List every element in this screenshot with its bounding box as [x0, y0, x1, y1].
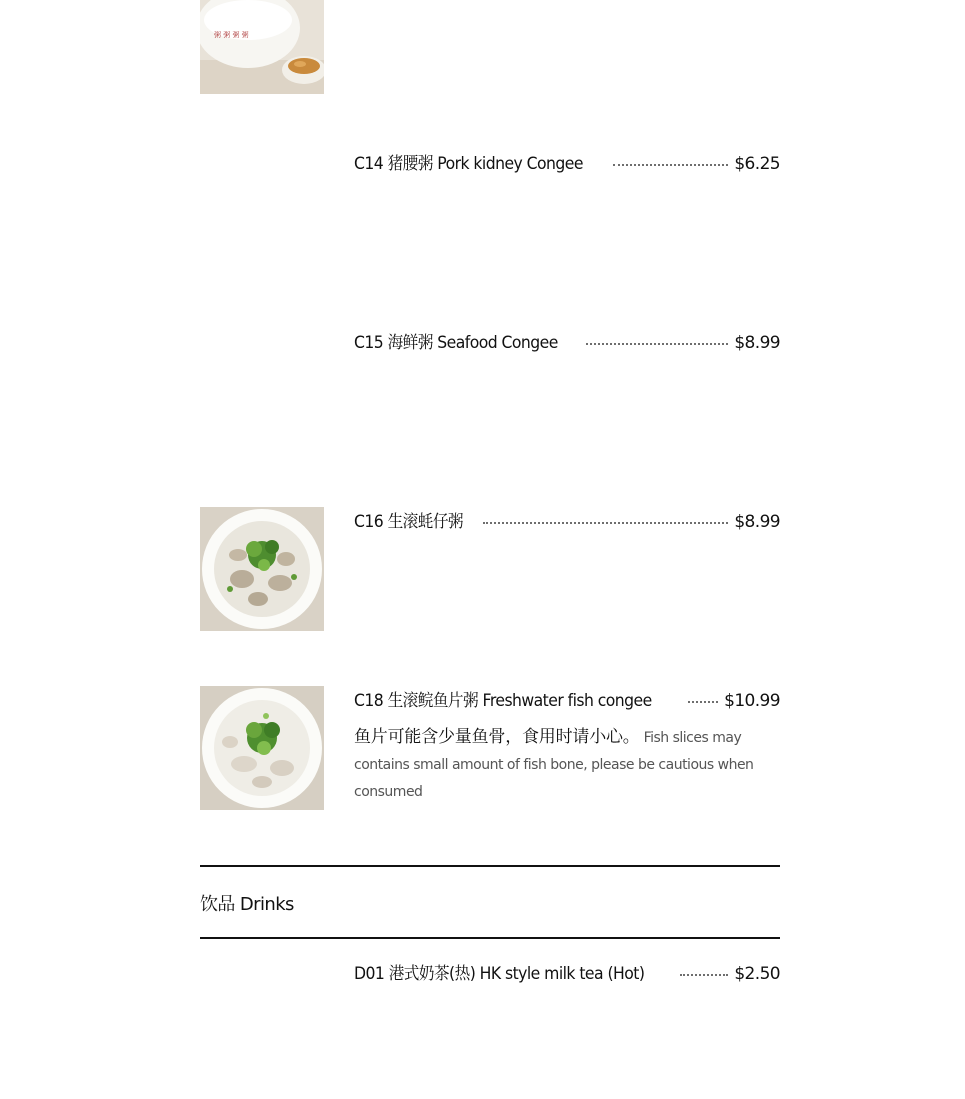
section-title-drinks: 饮品 Drinks	[200, 894, 294, 915]
section-divider-top	[200, 865, 780, 867]
item-price: $2.50	[734, 964, 780, 984]
item-note-en: Fish slices may contains small amount of fish bone, please be cautious when consumed	[354, 730, 754, 800]
oyster-congee-photo[interactable]	[200, 507, 324, 631]
leader-dots	[483, 522, 729, 524]
leader-dots	[688, 701, 719, 703]
item-name: C16 生滚蚝仔粥	[354, 512, 464, 532]
item-note-zh: 鱼片可能含少量鱼骨，食用时请小心。	[354, 727, 640, 747]
section-divider-bottom	[200, 937, 780, 939]
item-name: C14 猪腰粥 Pork kidney Congee	[354, 154, 583, 174]
congee-bowl-photo[interactable]	[200, 0, 324, 94]
item-price: $8.99	[734, 333, 780, 353]
item-price: $8.99	[734, 512, 780, 532]
item-price: $6.25	[734, 154, 780, 174]
item-price: $10.99	[724, 691, 780, 711]
menu-item-c14[interactable]	[354, 149, 780, 175]
fish-congee-photo[interactable]	[200, 686, 324, 810]
menu-item-c16[interactable]	[354, 507, 780, 533]
fish-congee-image	[200, 686, 324, 810]
item-name: C15 海鲜粥 Seafood Congee	[354, 333, 558, 353]
leader-dots	[613, 164, 729, 166]
menu-list	[200, 0, 780, 1099]
oyster-congee-image	[200, 507, 324, 631]
congee-bowl-image	[200, 0, 324, 94]
leader-dots	[586, 343, 729, 345]
item-name: D01 港式奶茶(热) HK style milk tea (Hot)	[354, 964, 645, 984]
menu-item-d01[interactable]	[354, 959, 780, 985]
item-name: C18 生滚鲩鱼片粥 Freshwater fish congee	[354, 691, 652, 711]
leader-dots	[680, 974, 729, 976]
svg-text:粥 粥 粥 粥: 粥 粥 粥 粥	[214, 31, 249, 39]
menu-item-c18[interactable]	[354, 686, 780, 806]
menu-item-c15[interactable]	[354, 328, 780, 354]
item-description	[354, 724, 780, 806]
